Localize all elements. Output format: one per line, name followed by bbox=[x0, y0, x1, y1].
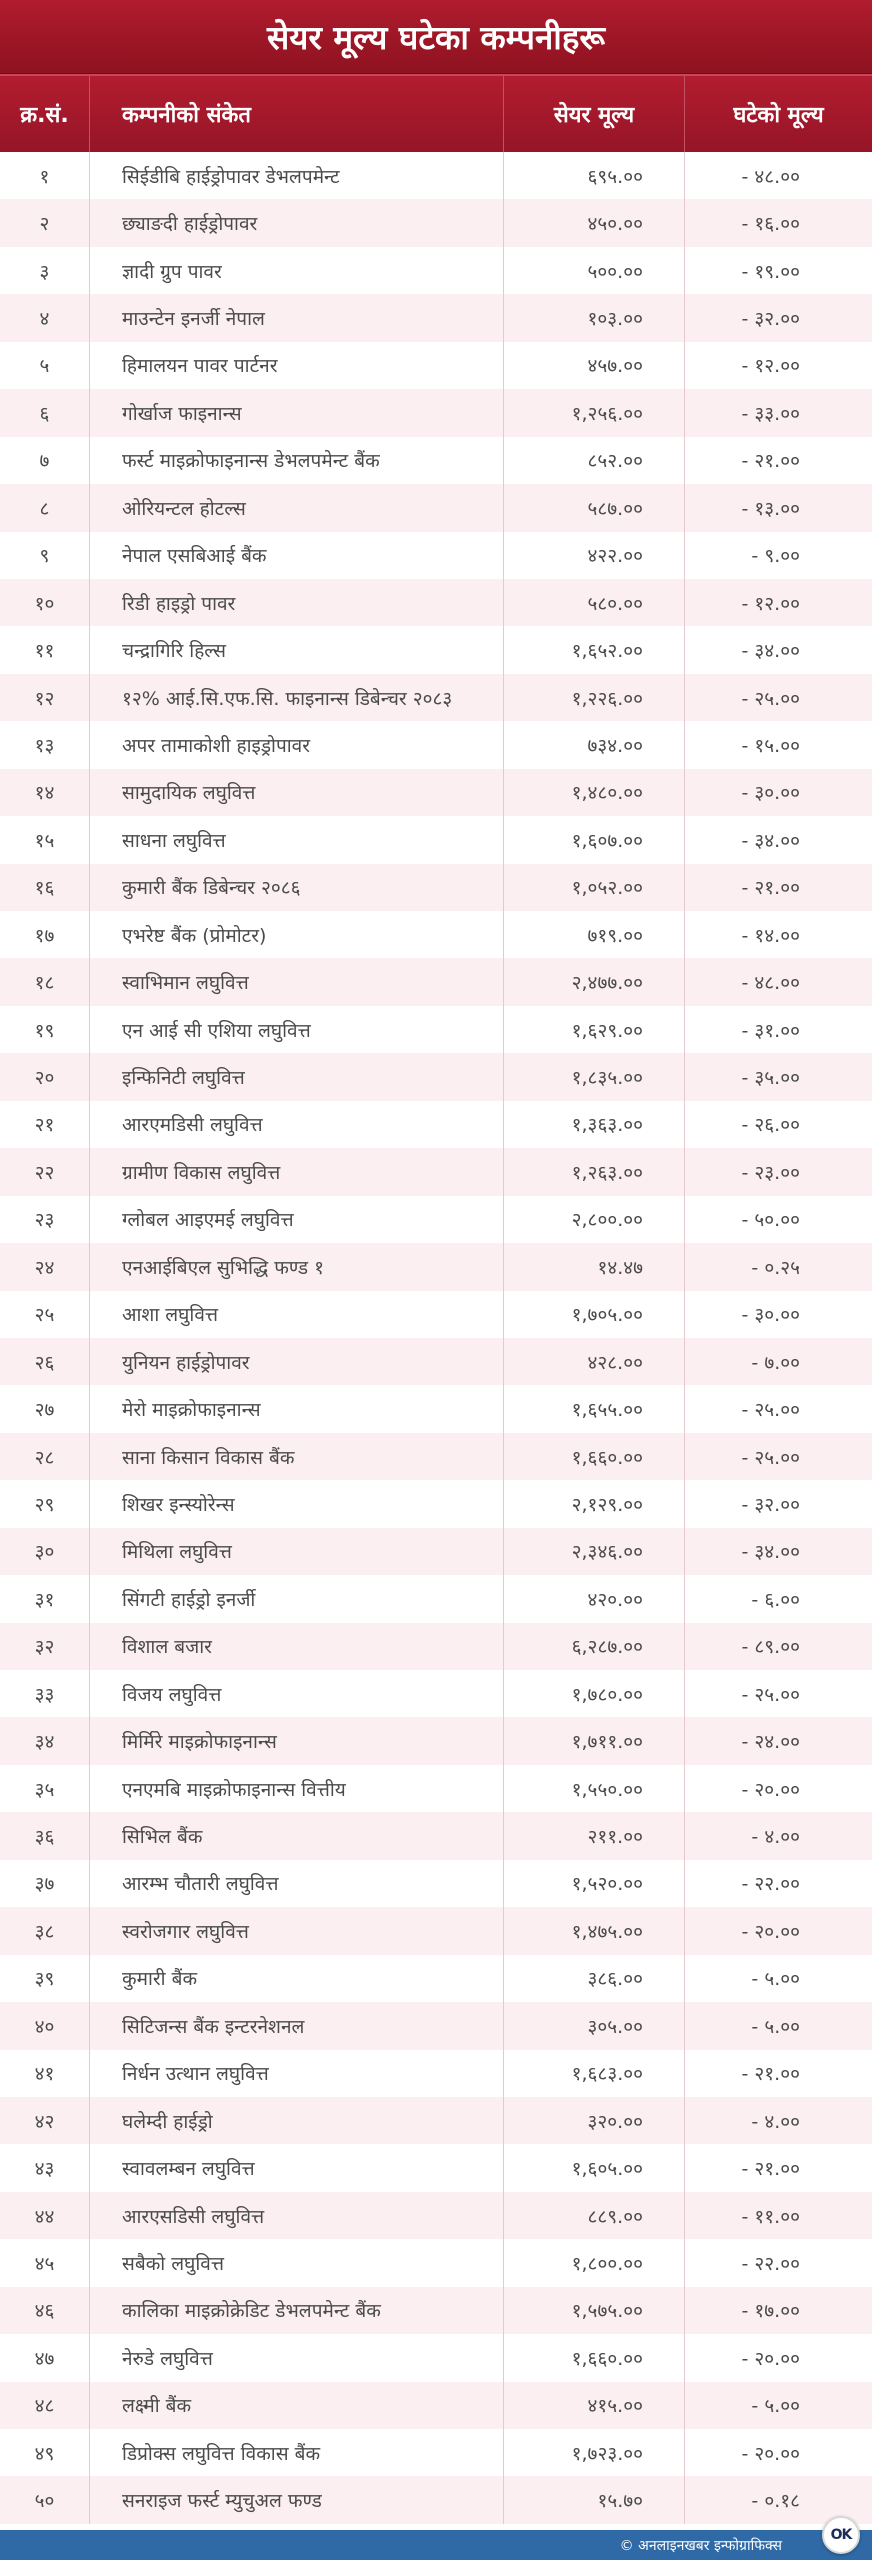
row-price-drop: - ५.०० bbox=[684, 2002, 872, 2049]
table-row bbox=[0, 1006, 872, 1053]
row-share-price: ४५७.०० bbox=[503, 342, 684, 389]
row-share-price: ७१९.०० bbox=[503, 911, 684, 958]
row-price-drop: - ११.०० bbox=[684, 2192, 872, 2239]
row-sn: ३३ bbox=[34, 1683, 55, 1706]
row-company-name: लक्ष्मी बैंक bbox=[89, 2382, 503, 2429]
row-company-name: सिंगटी हाईड्रो इनर्जी bbox=[89, 1575, 503, 1622]
row-price-drop: - ५०.०० bbox=[684, 1196, 872, 1243]
row-company-name: इन्फिनिटी लघुवित्त bbox=[89, 1053, 503, 1100]
table-row bbox=[0, 2334, 872, 2381]
row-company-name: विशाल बजार bbox=[89, 1623, 503, 1670]
row-company-name: आरएसडिसी लघुवित्त bbox=[89, 2192, 503, 2239]
row-company-name: स्वावलम्बन लघुवित्त bbox=[89, 2144, 503, 2191]
row-price-drop: - २०.०० bbox=[684, 2334, 872, 2381]
row-sn: ३६ bbox=[34, 1826, 55, 1849]
row-share-price: १,६६०.०० bbox=[503, 2334, 684, 2381]
row-price-drop: - ५.०० bbox=[684, 1955, 872, 2002]
row-share-price: १०३.०० bbox=[503, 294, 684, 341]
row-price-drop: - २१.०० bbox=[684, 864, 872, 911]
row-sn: ५० bbox=[34, 2490, 55, 2513]
row-company-name: सनराइज फर्स्ट म्युचुअल फण्ड bbox=[89, 2476, 503, 2523]
row-company-name: घलेम्दी हाईड्रो bbox=[89, 2097, 503, 2144]
row-share-price: १४.४७ bbox=[503, 1243, 684, 1290]
row-price-drop: - १७.०० bbox=[684, 2287, 872, 2334]
row-company-name: मिर्मिरे माइक्रोफाइनान्स bbox=[89, 1717, 503, 1764]
row-sn: १९ bbox=[34, 1019, 55, 1042]
row-price-drop: - ३५.०० bbox=[684, 1053, 872, 1100]
row-sn: ८ bbox=[39, 497, 50, 520]
table-row bbox=[0, 1053, 872, 1100]
row-share-price: १,०५२.०० bbox=[503, 864, 684, 911]
row-sn: ४७ bbox=[34, 2347, 55, 2370]
row-share-price: १,४८०.०० bbox=[503, 769, 684, 816]
row-price-drop: - ०.१८ bbox=[684, 2476, 872, 2523]
row-company-name: मिथिला लघुवित्त bbox=[89, 1528, 503, 1575]
row-share-price: ४५०.०० bbox=[503, 199, 684, 246]
row-share-price: ४२२.०० bbox=[503, 532, 684, 579]
row-price-drop: - २२.०० bbox=[684, 1860, 872, 1907]
row-company-name: कालिका माइक्रोक्रेडिट डेभलपमेन्ट बैंक bbox=[89, 2287, 503, 2334]
table-row bbox=[0, 1433, 872, 1480]
row-share-price: ३०५.०० bbox=[503, 2002, 684, 2049]
row-price-drop: - २५.०० bbox=[684, 674, 872, 721]
table-row bbox=[0, 1338, 872, 1385]
row-sn: २३ bbox=[34, 1209, 55, 1232]
row-sn: २० bbox=[34, 1067, 55, 1090]
row-share-price: १,८००.०० bbox=[503, 2239, 684, 2286]
row-price-drop: - ७.०० bbox=[684, 1338, 872, 1385]
row-company-name: गोर्खाज फाइनान्स bbox=[89, 389, 503, 436]
row-price-drop: - २५.०० bbox=[684, 1433, 872, 1480]
row-company-name: ग्रामीण विकास लघुवित्त bbox=[89, 1148, 503, 1195]
row-share-price: २,४७७.०० bbox=[503, 958, 684, 1005]
row-price-drop: - ३४.०० bbox=[684, 816, 872, 863]
row-sn: ११ bbox=[34, 640, 55, 663]
row-company-name: विजय लघुवित्त bbox=[89, 1670, 503, 1717]
row-share-price: ४२८.०० bbox=[503, 1338, 684, 1385]
row-company-name: अपर तामाकोशी हाइड्रोपावर bbox=[89, 721, 503, 768]
table-row bbox=[0, 2002, 872, 2049]
row-sn: २१ bbox=[34, 1114, 55, 1137]
row-share-price: २,३४६.०० bbox=[503, 1528, 684, 1575]
row-company-name: छ्याङदी हाईड्रोपावर bbox=[89, 199, 503, 246]
table-row bbox=[0, 1907, 872, 1954]
row-share-price: १५.७० bbox=[503, 2476, 684, 2523]
row-sn: ५ bbox=[39, 355, 50, 378]
table-row bbox=[0, 1955, 872, 2002]
row-price-drop: - १२.०० bbox=[684, 342, 872, 389]
table-row bbox=[0, 2192, 872, 2239]
row-price-drop: - २६.०० bbox=[684, 1101, 872, 1148]
table-row bbox=[0, 1148, 872, 1195]
row-sn: २२ bbox=[34, 1161, 55, 1184]
table-row bbox=[0, 2382, 872, 2429]
row-sn: १० bbox=[34, 592, 55, 615]
row-price-drop: - ३४.०० bbox=[684, 1528, 872, 1575]
row-sn: ३१ bbox=[34, 1588, 55, 1611]
row-share-price: २,८००.०० bbox=[503, 1196, 684, 1243]
row-share-price: १,४७५.०० bbox=[503, 1907, 684, 1954]
table-row bbox=[0, 1717, 872, 1764]
table-row bbox=[0, 2097, 872, 2144]
table-row bbox=[0, 1623, 872, 1670]
table-row bbox=[0, 247, 872, 294]
row-sn: ४० bbox=[34, 2015, 55, 2038]
row-price-drop: - १४.०० bbox=[684, 911, 872, 958]
row-company-name: सिटिजन्स बैंक इन्टरनेशनल bbox=[89, 2002, 503, 2049]
table-body bbox=[0, 152, 872, 2524]
row-sn: ३८ bbox=[34, 1920, 55, 1943]
table-row bbox=[0, 1291, 872, 1338]
row-price-drop: - २०.०० bbox=[684, 1765, 872, 1812]
row-company-name: एभरेष्ट बैंक (प्रोमोटर) bbox=[89, 911, 503, 958]
row-company-name: डिप्रोक्स लघुवित्त विकास बैंक bbox=[89, 2429, 503, 2476]
row-sn: २८ bbox=[34, 1446, 55, 1469]
row-sn: ४४ bbox=[34, 2205, 55, 2228]
row-company-name: स्वाभिमान लघुवित्त bbox=[89, 958, 503, 1005]
row-company-name: एनआईबिएल सुभिद्धि फण्ड १ bbox=[89, 1243, 503, 1290]
row-price-drop: - १९.०० bbox=[684, 247, 872, 294]
column-header-price: सेयर मूल्य bbox=[503, 76, 684, 152]
row-company-name: साधना लघुवित्त bbox=[89, 816, 503, 863]
column-header-drop: घटेको मूल्य bbox=[684, 76, 872, 152]
row-company-name: चन्द्रागिरि हिल्स bbox=[89, 626, 503, 673]
row-share-price: १,६५२.०० bbox=[503, 626, 684, 673]
table-row bbox=[0, 721, 872, 768]
row-company-name: फर्स्ट माइक्रोफाइनान्स डेभलपमेन्ट बैंक bbox=[89, 437, 503, 484]
row-price-drop: - ३०.०० bbox=[684, 769, 872, 816]
row-price-drop: - २५.०० bbox=[684, 1385, 872, 1432]
logo-text: OK bbox=[830, 2527, 852, 2543]
row-price-drop: - ८९.०० bbox=[684, 1623, 872, 1670]
row-share-price: ३२०.०० bbox=[503, 2097, 684, 2144]
table-row bbox=[0, 816, 872, 863]
row-share-price: १,६०५.०० bbox=[503, 2144, 684, 2191]
row-share-price: ५००.०० bbox=[503, 247, 684, 294]
row-share-price: १,७२३.०० bbox=[503, 2429, 684, 2476]
row-sn: ३२ bbox=[34, 1636, 55, 1659]
row-price-drop: - ९.०० bbox=[684, 532, 872, 579]
row-share-price: ८५२.०० bbox=[503, 437, 684, 484]
row-price-drop: - १३.०० bbox=[684, 484, 872, 531]
row-company-name: आशा लघुवित्त bbox=[89, 1291, 503, 1338]
row-sn: २५ bbox=[34, 1304, 55, 1327]
row-company-name: रिडी हाइड्रो पावर bbox=[89, 579, 503, 626]
table-row bbox=[0, 484, 872, 531]
row-company-name: युनियन हाईड्रोपावर bbox=[89, 1338, 503, 1385]
row-sn: ४८ bbox=[34, 2395, 55, 2418]
row-company-name: एन आई सी एशिया लघुवित्त bbox=[89, 1006, 503, 1053]
row-price-drop: - १५.०० bbox=[684, 721, 872, 768]
row-sn: ९ bbox=[39, 545, 50, 568]
row-share-price: १,५२०.०० bbox=[503, 1860, 684, 1907]
row-sn: १३ bbox=[34, 734, 55, 757]
row-share-price: १,२५६.०० bbox=[503, 389, 684, 436]
row-company-name: नेपाल एसबिआई बैंक bbox=[89, 532, 503, 579]
table-row bbox=[0, 1575, 872, 1622]
row-sn: १४ bbox=[34, 782, 55, 805]
row-sn: १२ bbox=[34, 687, 55, 710]
row-price-drop: - ४.०० bbox=[684, 2097, 872, 2144]
row-company-name: स्वरोजगार लघुवित्त bbox=[89, 1907, 503, 1954]
row-share-price: ५८७.०० bbox=[503, 484, 684, 531]
row-sn: ३७ bbox=[34, 1873, 55, 1896]
table-row bbox=[0, 2144, 872, 2191]
table-row bbox=[0, 626, 872, 673]
row-share-price: १,२६३.०० bbox=[503, 1148, 684, 1195]
table-row bbox=[0, 1670, 872, 1717]
row-company-name: सामुदायिक लघुवित्त bbox=[89, 769, 503, 816]
row-sn: ४१ bbox=[34, 2063, 55, 2086]
column-header-name: कम्पनीको संकेत bbox=[89, 76, 503, 152]
row-share-price: १,७०५.०० bbox=[503, 1291, 684, 1338]
column-header-sn: क्र.सं. bbox=[20, 103, 69, 128]
row-share-price: १,७११.०० bbox=[503, 1717, 684, 1764]
row-share-price: १,५७५.०० bbox=[503, 2287, 684, 2334]
row-sn: २७ bbox=[34, 1399, 55, 1422]
row-sn: ६ bbox=[39, 402, 50, 425]
row-share-price: १,६०७.०० bbox=[503, 816, 684, 863]
row-company-name: आरम्भ चौतारी लघुवित्त bbox=[89, 1860, 503, 1907]
row-company-name: निर्धन उत्थान लघुवित्त bbox=[89, 2050, 503, 2097]
table-row bbox=[0, 2239, 872, 2286]
row-sn: ७ bbox=[39, 450, 50, 473]
row-sn: २ bbox=[39, 213, 50, 236]
row-price-drop: - ०.२५ bbox=[684, 1243, 872, 1290]
row-company-name: ज्ञादी ग्रुप पावर bbox=[89, 247, 503, 294]
row-price-drop: - २१.०० bbox=[684, 2144, 872, 2191]
row-company-name: १२% आई.सि.एफ.सि. फाइनान्स डिबेन्चर २०८३ bbox=[89, 674, 503, 721]
footer-credit: © अनलाइनखबर इन्फोग्राफिक्स bbox=[619, 2537, 782, 2554]
row-company-name: नेरुडे लघुवित्त bbox=[89, 2334, 503, 2381]
table-row bbox=[0, 1101, 872, 1148]
row-price-drop: - ३२.०० bbox=[684, 294, 872, 341]
row-share-price: २११.०० bbox=[503, 1812, 684, 1859]
row-sn: ४२ bbox=[34, 2110, 55, 2133]
row-sn: २६ bbox=[34, 1351, 55, 1374]
row-company-name: एनएमबि माइक्रोफाइनान्स वित्तीय bbox=[89, 1765, 503, 1812]
table-row bbox=[0, 769, 872, 816]
table-row bbox=[0, 579, 872, 626]
row-price-drop: - २०.०० bbox=[684, 2429, 872, 2476]
row-sn: ३४ bbox=[34, 1731, 55, 1754]
table-row bbox=[0, 1480, 872, 1527]
row-company-name: आरएमडिसी लघुवित्त bbox=[89, 1101, 503, 1148]
row-company-name: कुमारी बैंक bbox=[89, 1955, 503, 2002]
row-share-price: १,३६३.०० bbox=[503, 1101, 684, 1148]
row-share-price: ५८०.०० bbox=[503, 579, 684, 626]
row-price-drop: - ४८.०० bbox=[684, 958, 872, 1005]
table-row bbox=[0, 199, 872, 246]
table-row bbox=[0, 2476, 872, 2523]
row-share-price: १,२२६.०० bbox=[503, 674, 684, 721]
row-price-drop: - ५.०० bbox=[684, 2382, 872, 2429]
row-price-drop: - २१.०० bbox=[684, 437, 872, 484]
table-row bbox=[0, 389, 872, 436]
row-company-name: ग्लोबल आइएमई लघुवित्त bbox=[89, 1196, 503, 1243]
row-price-drop: - २४.०० bbox=[684, 1717, 872, 1764]
row-price-drop: - ३३.०० bbox=[684, 389, 872, 436]
table-row bbox=[0, 2050, 872, 2097]
row-company-name: माउन्टेन इनर्जी नेपाल bbox=[89, 294, 503, 341]
table-row bbox=[0, 1528, 872, 1575]
row-company-name: मेरो माइक्रोफाइनान्स bbox=[89, 1385, 503, 1432]
row-sn: २४ bbox=[34, 1256, 55, 1279]
table-row bbox=[0, 1243, 872, 1290]
row-share-price: १,७८०.०० bbox=[503, 1670, 684, 1717]
onlinekhabar-logo bbox=[822, 2516, 860, 2554]
table-row bbox=[0, 911, 872, 958]
row-price-drop: - ३४.०० bbox=[684, 626, 872, 673]
table-row bbox=[0, 2429, 872, 2476]
row-company-name: हिमालयन पावर पार्टनर bbox=[89, 342, 503, 389]
table-header bbox=[0, 74, 872, 152]
footer-bar bbox=[0, 2530, 872, 2560]
row-sn: ४ bbox=[39, 308, 50, 331]
row-share-price: १,६८३.०० bbox=[503, 2050, 684, 2097]
row-company-name: कुमारी बैंक डिबेन्चर २०८६ bbox=[89, 864, 503, 911]
row-share-price: १,५५०.०० bbox=[503, 1765, 684, 1812]
row-share-price: ७३४.०० bbox=[503, 721, 684, 768]
row-share-price: २,१२९.०० bbox=[503, 1480, 684, 1527]
row-price-drop: - २१.०० bbox=[684, 2050, 872, 2097]
row-share-price: ४१५.०० bbox=[503, 2382, 684, 2429]
row-price-drop: - २२.०० bbox=[684, 2239, 872, 2286]
row-sn: १८ bbox=[34, 972, 55, 995]
row-sn: १६ bbox=[34, 877, 55, 900]
table-row bbox=[0, 1196, 872, 1243]
table-row bbox=[0, 674, 872, 721]
row-share-price: १,८३५.०० bbox=[503, 1053, 684, 1100]
row-price-drop: - २३.०० bbox=[684, 1148, 872, 1195]
table-row bbox=[0, 532, 872, 579]
row-sn: ४३ bbox=[34, 2158, 55, 2181]
row-price-drop: - २०.०० bbox=[684, 1907, 872, 1954]
row-sn: ४६ bbox=[34, 2300, 55, 2323]
row-share-price: १,६५५.०० bbox=[503, 1385, 684, 1432]
row-company-name: ओरियन्टल होटल्स bbox=[89, 484, 503, 531]
row-sn: ४९ bbox=[34, 2442, 55, 2465]
table-row bbox=[0, 342, 872, 389]
row-sn: २९ bbox=[34, 1493, 55, 1516]
row-price-drop: - ४.०० bbox=[684, 1812, 872, 1859]
row-sn: ४५ bbox=[34, 2252, 55, 2275]
table-row bbox=[0, 2287, 872, 2334]
table-row bbox=[0, 437, 872, 484]
table-row bbox=[0, 958, 872, 1005]
row-share-price: ३८६.०० bbox=[503, 1955, 684, 2002]
row-sn: १५ bbox=[34, 829, 55, 852]
row-price-drop: - २५.०० bbox=[684, 1670, 872, 1717]
table-row bbox=[0, 1860, 872, 1907]
row-price-drop: - ३१.०० bbox=[684, 1006, 872, 1053]
row-share-price: ६९५.०० bbox=[503, 152, 684, 199]
row-company-name: सिईडीबि हाईड्रोपावर डेभलपमेन्ट bbox=[89, 152, 503, 199]
row-company-name: सबैको लघुवित्त bbox=[89, 2239, 503, 2286]
row-company-name: साना किसान विकास बैंक bbox=[89, 1433, 503, 1480]
table-row bbox=[0, 1385, 872, 1432]
row-share-price: ६,२८७.०० bbox=[503, 1623, 684, 1670]
row-company-name: सिभिल बैंक bbox=[89, 1812, 503, 1859]
row-company-name: शिखर इन्स्योरेन्स bbox=[89, 1480, 503, 1527]
row-share-price: १,६२९.०० bbox=[503, 1006, 684, 1053]
row-price-drop: - ३२.०० bbox=[684, 1480, 872, 1527]
row-price-drop: - १६.०० bbox=[684, 199, 872, 246]
row-sn: ३ bbox=[39, 260, 50, 283]
row-sn: ३५ bbox=[34, 1778, 55, 1801]
table-row bbox=[0, 294, 872, 341]
table-row bbox=[0, 864, 872, 911]
row-price-drop: - ४८.०० bbox=[684, 152, 872, 199]
table-row bbox=[0, 1812, 872, 1859]
row-sn: १७ bbox=[34, 924, 55, 947]
row-share-price: १,६६०.०० bbox=[503, 1433, 684, 1480]
row-price-drop: - १२.०० bbox=[684, 579, 872, 626]
row-price-drop: - ६.०० bbox=[684, 1575, 872, 1622]
row-share-price: ४२०.०० bbox=[503, 1575, 684, 1622]
page-title: सेयर मूल्य घटेका कम्पनीहरू bbox=[0, 0, 872, 74]
row-share-price: ८८९.०० bbox=[503, 2192, 684, 2239]
row-sn: १ bbox=[39, 165, 50, 188]
row-price-drop: - ३०.०० bbox=[684, 1291, 872, 1338]
table-row bbox=[0, 152, 872, 199]
row-sn: ३० bbox=[34, 1541, 55, 1564]
table-row bbox=[0, 1765, 872, 1812]
row-sn: ३९ bbox=[34, 1968, 55, 1991]
